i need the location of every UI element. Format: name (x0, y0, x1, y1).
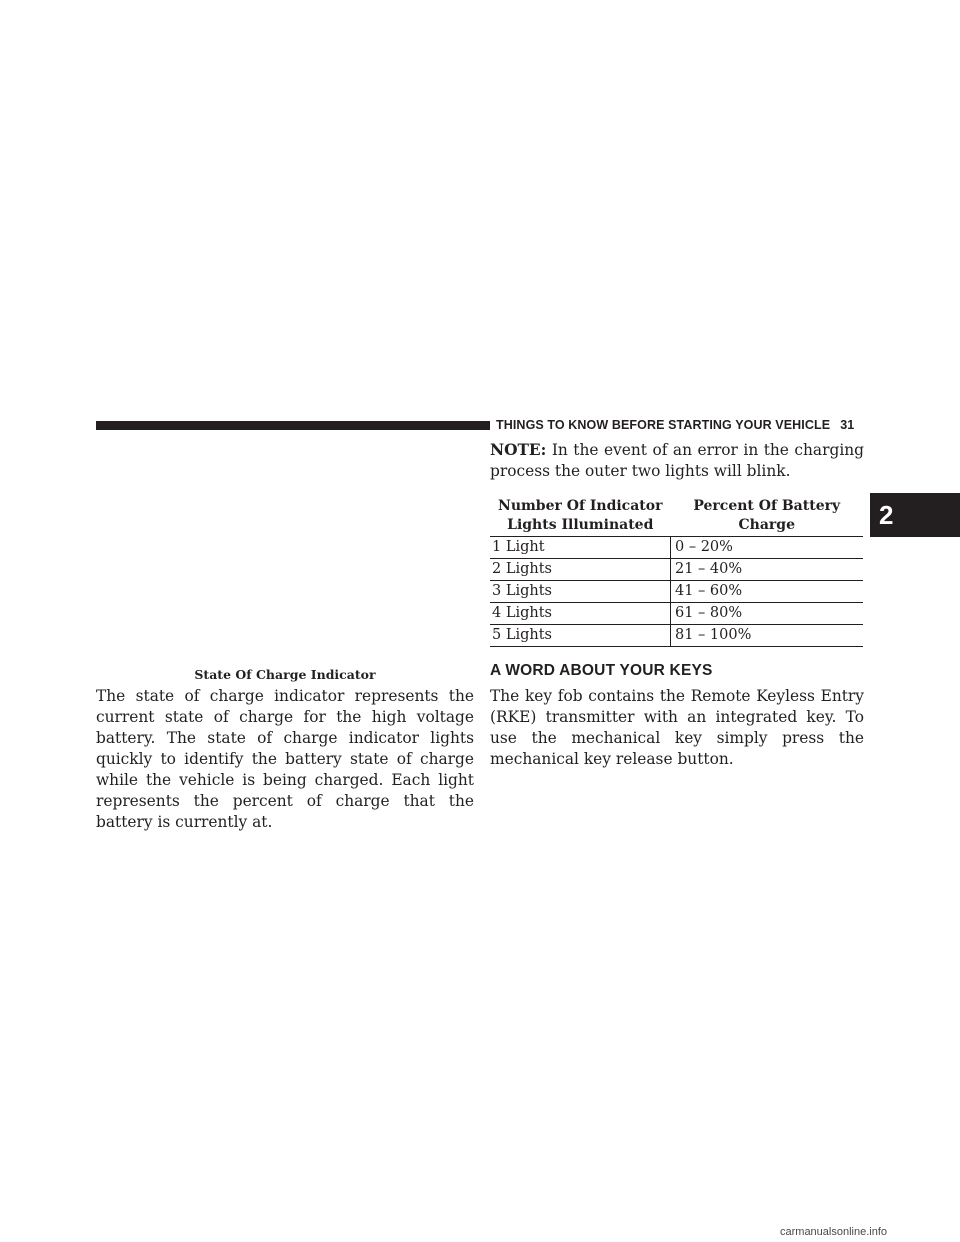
table-cell-percent: 41 – 60% (671, 581, 864, 603)
figure-area (96, 440, 474, 660)
table-cell-percent: 81 – 100% (671, 625, 864, 647)
footer-watermark: carmanualsonline.info (780, 1226, 888, 1238)
table-row (490, 537, 863, 559)
table-cell-percent: 61 – 80% (671, 603, 864, 625)
header-rule (96, 421, 490, 430)
running-title: THINGS TO KNOW BEFORE STARTING YOUR VEHICLE (496, 418, 831, 432)
table-header-percent: Percent Of Battery Charge (693, 498, 841, 533)
table-row (490, 581, 863, 603)
table-cell-lights: 3 Lights (490, 581, 671, 603)
note-label: NOTE: (490, 441, 547, 459)
table-cell-lights: 4 Lights (490, 603, 671, 625)
chapter-tab: 2 (870, 493, 960, 537)
charge-indicator-paragraph: The state of charge indicator represents the current state of charge for the high voltage battery. The state of charge indicator lights quickly to identify the battery state of charge while the vehicle is being charged. Each light represents the percent of charge that the battery is currently at. (96, 687, 474, 831)
table-header-lights: Number Of Indicator Lights Illuminated (498, 498, 663, 533)
table-cell-lights: 5 Lights (490, 625, 671, 647)
charge-table (490, 494, 863, 647)
figure-caption: State Of Charge Indicator (194, 667, 376, 682)
table-header-row (490, 494, 863, 537)
table-row (490, 625, 863, 647)
table-cell-lights: 2 Lights (490, 559, 671, 581)
keys-paragraph: The key fob contains the Remote Keyless Entry (RKE) transmitter with an integrated key. To use the mechanical key simply press the mechanical key release button. (490, 687, 864, 768)
table-cell-percent: 0 – 20% (671, 537, 864, 559)
note-paragraph (490, 440, 864, 482)
page-number: 31 (840, 418, 855, 432)
note-text: In the event of an error in the charging process the outer two lights will blink. (490, 441, 864, 480)
table-cell-percent: 21 – 40% (671, 559, 864, 581)
section-heading-keys: A WORD ABOUT YOUR KEYS (490, 662, 713, 679)
table-cell-lights: 1 Light (490, 537, 671, 559)
running-header (496, 418, 866, 432)
table-row (490, 559, 863, 581)
table-row (490, 603, 863, 625)
